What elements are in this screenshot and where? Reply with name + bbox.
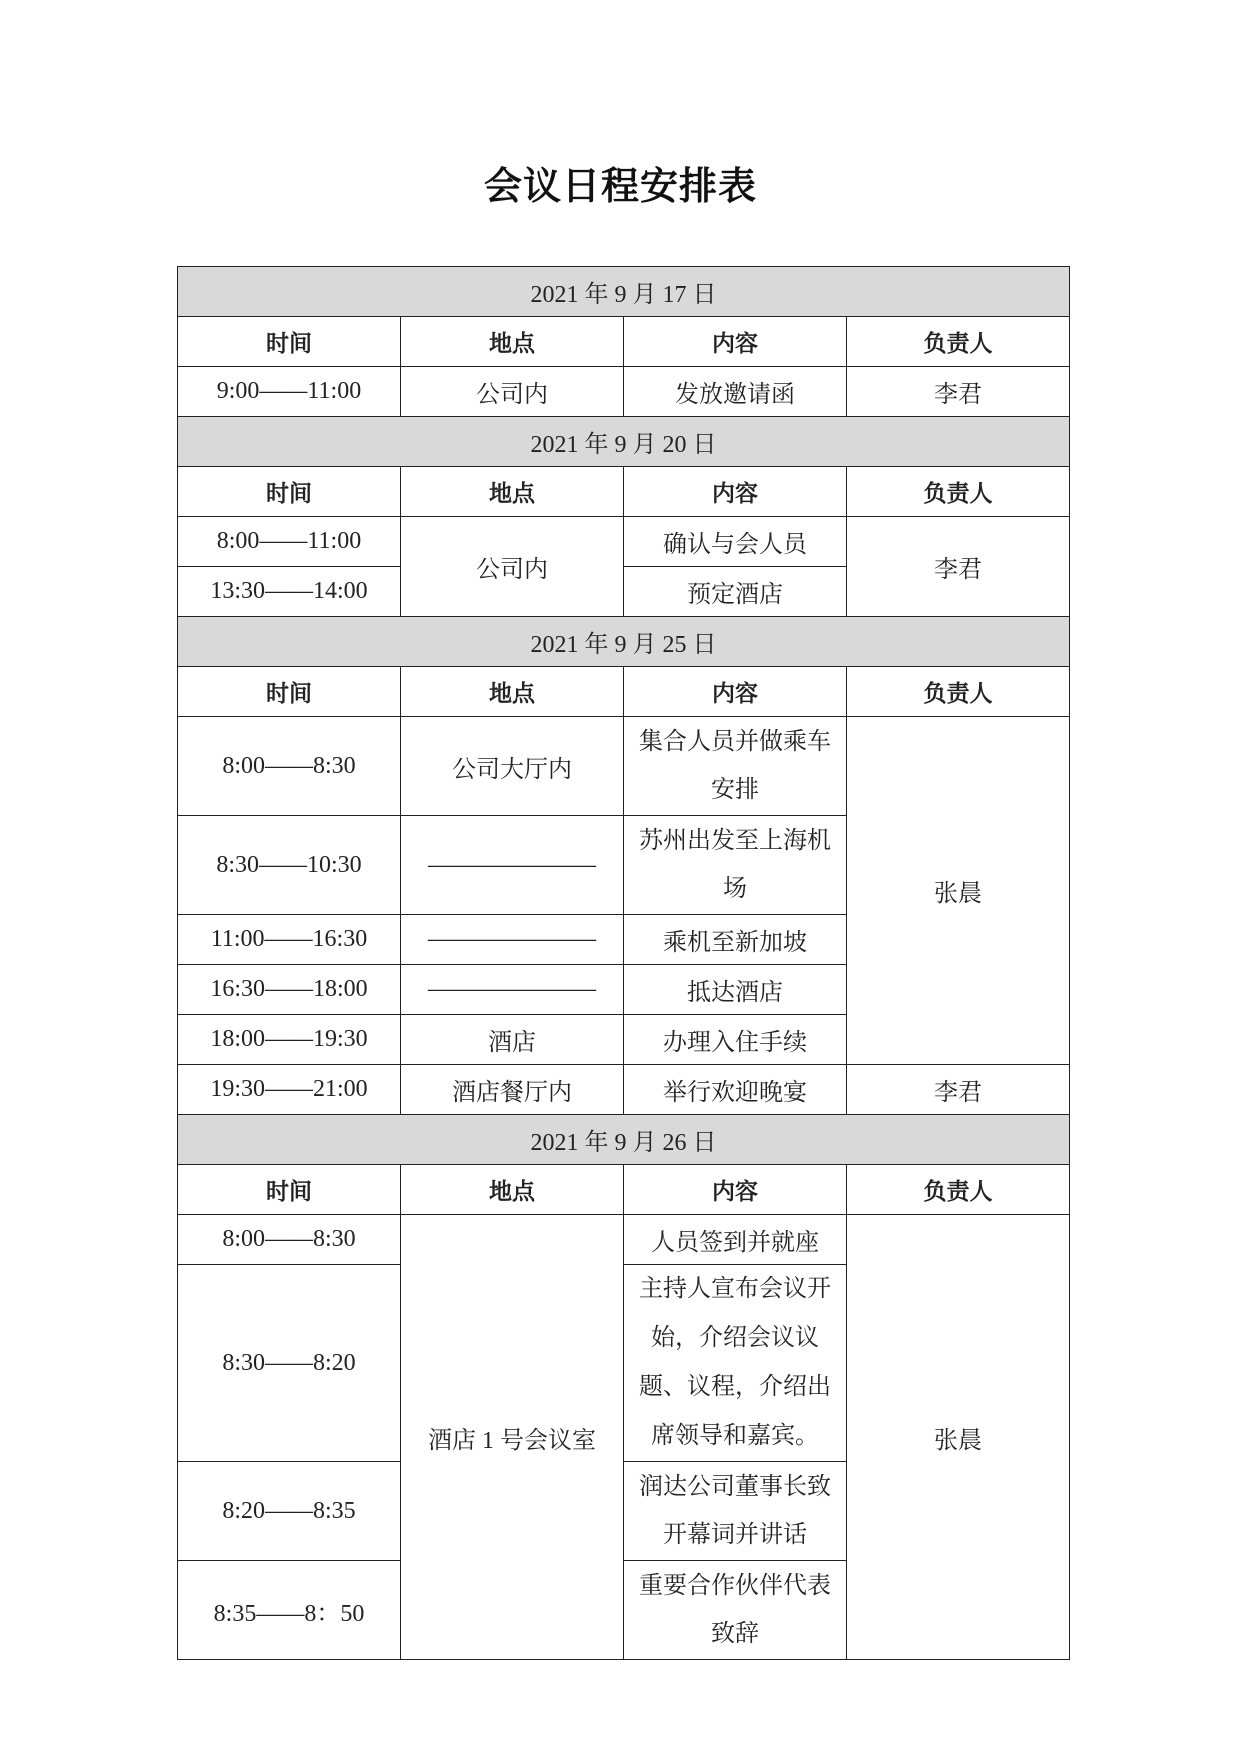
time-cell: 8:30——10:30 xyxy=(178,816,401,915)
content-cell: 乘机至新加坡 xyxy=(624,915,847,965)
time-cell: 18:00——19:30 xyxy=(178,1015,401,1065)
header-content: 内容 xyxy=(624,667,847,717)
time-cell: 9:00——11:00 xyxy=(178,367,401,417)
date-cell: 2021 年 9 月 25 日 xyxy=(178,617,1070,667)
table-row xyxy=(178,367,1070,417)
header-owner: 负责人 xyxy=(847,467,1070,517)
header-content: 内容 xyxy=(624,1165,847,1215)
content-cell: 办理入住手续 xyxy=(624,1015,847,1065)
date-cell: 2021 年 9 月 20 日 xyxy=(178,417,1070,467)
owner-cell: 张晨 xyxy=(847,1215,1070,1660)
time-cell: 19:30——21:00 xyxy=(178,1065,401,1115)
date-row xyxy=(178,1115,1070,1165)
place-cell: 酒店 1 号会议室 xyxy=(401,1215,624,1660)
time-cell: 13:30——14:00 xyxy=(178,567,401,617)
content-cell: 预定酒店 xyxy=(624,567,847,617)
place-cell: 公司大厅内 xyxy=(401,717,624,816)
place-cell: 酒店餐厅内 xyxy=(401,1065,624,1115)
header-owner: 负责人 xyxy=(847,667,1070,717)
time-cell: 8:35——8：50 xyxy=(178,1561,401,1660)
time-cell: 16:30——18:00 xyxy=(178,965,401,1015)
table-row xyxy=(178,1215,1070,1265)
date-row xyxy=(178,267,1070,317)
content-cell: 集合人员并做乘车安排 xyxy=(624,717,847,816)
header-place: 地点 xyxy=(401,317,624,367)
owner-cell: 李君 xyxy=(847,517,1070,617)
schedule-table xyxy=(177,266,1070,1660)
place-cell: ——————— xyxy=(401,816,624,915)
owner-cell: 李君 xyxy=(847,1065,1070,1115)
date-cell: 2021 年 9 月 26 日 xyxy=(178,1115,1070,1165)
header-row xyxy=(178,667,1070,717)
place-cell: 酒店 xyxy=(401,1015,624,1065)
date-row xyxy=(178,617,1070,667)
content-cell: 重要合作伙伴代表致辞 xyxy=(624,1561,847,1660)
time-cell: 8:00——8:30 xyxy=(178,717,401,816)
content-cell: 苏州出发至上海机场 xyxy=(624,816,847,915)
header-row xyxy=(178,1165,1070,1215)
time-cell: 11:00——16:30 xyxy=(178,915,401,965)
table-row xyxy=(178,1065,1070,1115)
time-cell: 8:30——8:20 xyxy=(178,1265,401,1462)
time-cell: 8:00——11:00 xyxy=(178,517,401,567)
page-title: 会议日程安排表 xyxy=(483,164,757,208)
header-time: 时间 xyxy=(178,317,401,367)
table-row xyxy=(178,517,1070,567)
owner-cell: 张晨 xyxy=(847,717,1070,1065)
header-owner: 负责人 xyxy=(847,317,1070,367)
header-time: 时间 xyxy=(178,667,401,717)
place-cell: ——————— xyxy=(401,915,624,965)
header-row xyxy=(178,317,1070,367)
header-place: 地点 xyxy=(401,1165,624,1215)
content-cell: 润达公司董事长致开幕词并讲话 xyxy=(624,1462,847,1561)
header-row xyxy=(178,467,1070,517)
place-cell: ——————— xyxy=(401,965,624,1015)
content-cell: 人员签到并就座 xyxy=(624,1215,847,1265)
content-cell: 主持人宣布会议开始，介绍会议议题、议程，介绍出席领导和嘉宾。 xyxy=(624,1265,847,1462)
header-owner: 负责人 xyxy=(847,1165,1070,1215)
content-cell: 举行欢迎晚宴 xyxy=(624,1065,847,1115)
date-row xyxy=(178,417,1070,467)
content-cell: 发放邀请函 xyxy=(624,367,847,417)
content-cell: 确认与会人员 xyxy=(624,517,847,567)
place-cell: 公司内 xyxy=(401,367,624,417)
place-cell: 公司内 xyxy=(401,517,624,617)
time-cell: 8:00——8:30 xyxy=(178,1215,401,1265)
owner-cell: 李君 xyxy=(847,367,1070,417)
date-cell: 2021 年 9 月 17 日 xyxy=(178,267,1070,317)
header-place: 地点 xyxy=(401,467,624,517)
header-content: 内容 xyxy=(624,467,847,517)
header-content: 内容 xyxy=(624,317,847,367)
header-time: 时间 xyxy=(178,467,401,517)
time-cell: 8:20——8:35 xyxy=(178,1462,401,1561)
header-time: 时间 xyxy=(178,1165,401,1215)
header-place: 地点 xyxy=(401,667,624,717)
content-cell: 抵达酒店 xyxy=(624,965,847,1015)
table-row xyxy=(178,717,1070,816)
